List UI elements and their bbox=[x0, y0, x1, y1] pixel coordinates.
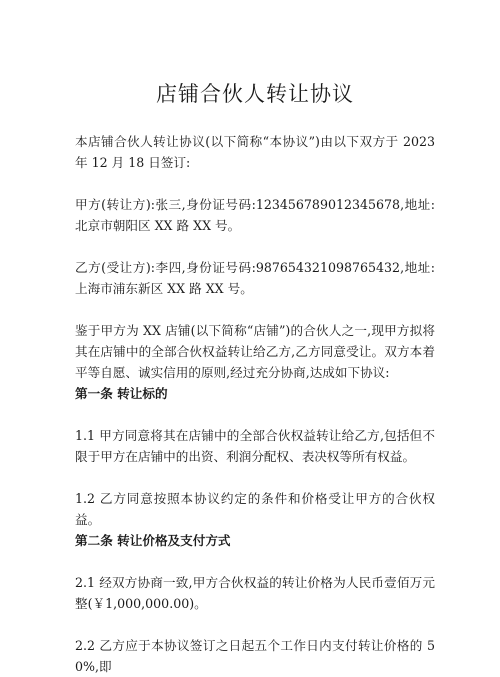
party-a-paragraph: 甲方(转让方):张三,身份证号码:123456789012345678,地址:北京市朝阳区 XX 路 XX 号。 bbox=[75, 197, 435, 233]
article-2-heading: 第二条 转让价格及支付方式 bbox=[75, 533, 231, 548]
clause-1-1: 1.1 甲方同意将其在店铺中的全部合伙权益转让给乙方,包括但不限于甲方在店铺中的出资、利润分配权、表决权等所有权益。 bbox=[75, 428, 435, 464]
article-1-heading: 第一条 转让标的 bbox=[75, 386, 168, 401]
document-title: 店铺合伙人转让协议 bbox=[156, 82, 354, 106]
whereas-paragraph: 鉴于甲方为 XX 店铺(以下简称“店铺”)的合伙人之一,现甲方拟将其在店铺中的全部合伙权益转让给乙方,乙方同意受让。双方本着平等自愿、诚实信用的原则,经过充分协商,达成如下协议: bbox=[75, 323, 435, 380]
clause-2-2: 2.2 乙方应于本协议签订之日起五个工作日内支付转让价格的 50%,即 bbox=[75, 638, 435, 674]
clause-2-1: 2.1 经双方协商一致,甲方合伙权益的转让价格为人民币壹佰万元整(￥1,000,000.00)。 bbox=[75, 575, 435, 611]
intro-paragraph: 本店铺合伙人转让协议(以下简称“本协议”)由以下双方于 2023 年 12 月 18 日签订: bbox=[75, 134, 435, 170]
clause-1-2: 1.2 乙方同意按照本协议约定的条件和价格受让甲方的合伙权益。 bbox=[75, 491, 435, 527]
party-b-paragraph: 乙方(受让方):李四,身份证号码:987654321098765432,地址:上海市浦东新区 XX 路 XX 号。 bbox=[75, 260, 435, 296]
